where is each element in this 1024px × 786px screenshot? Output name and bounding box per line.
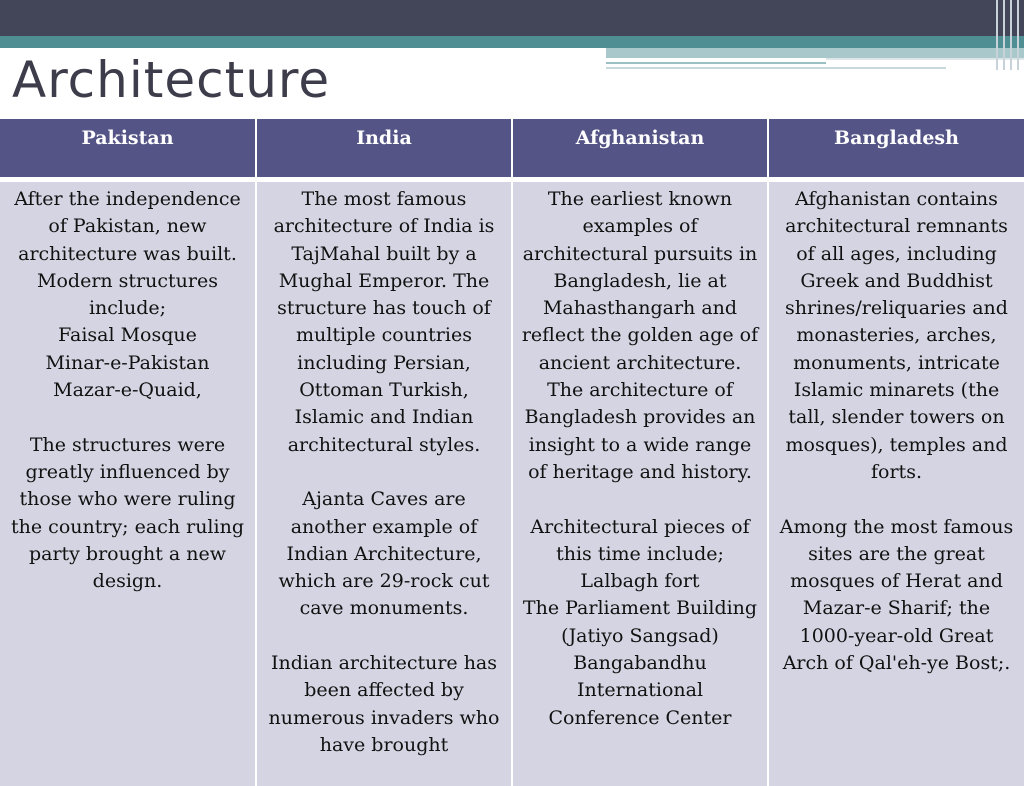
teal-decor-band	[0, 36, 1024, 48]
column-header-bangladesh: Bangladesh	[768, 119, 1024, 180]
corner-decor-line	[1010, 0, 1012, 70]
cell-pakistan: After the independence of Pakistan, new architecture was built. Modern structures include; Faisal Mosque Minar-e-Pakistan Mazar-e-Quaid, The structures were greatly influenced by those who were ruling the country; each ruling party brought a new design.	[0, 180, 256, 786]
column-header-afghanistan: Afghanistan	[512, 119, 768, 180]
cell-afghanistan: The earliest known examples of architectural pursuits in Bangladesh, lie at Mahasthangarh and reflect the golden age of ancient architecture. The architecture of Bangladesh provides an insight to a wide range of heritage and history. Architectural pieces of this time include; Lalbagh fort The Parliament Building (Jatiyo Sangsad) Bangabandhu International Conference Center	[512, 180, 768, 786]
architecture-table	[0, 119, 1024, 786]
accent-decor-block	[606, 48, 1024, 58]
column-header-india: India	[256, 119, 512, 180]
slide-title: Architecture	[12, 48, 330, 112]
table-row	[0, 180, 1024, 786]
corner-decor-line	[996, 0, 998, 70]
table-header-row	[0, 119, 1024, 180]
corner-decor-line	[1017, 0, 1019, 70]
accent-decor-line	[826, 58, 1024, 60]
accent-decor-line	[606, 62, 826, 64]
top-decor-bar	[0, 0, 1024, 36]
column-header-pakistan: Pakistan	[0, 119, 256, 180]
cell-india: The most famous architecture of India is TajMahal built by a Mughal Emperor. The structure has touch of multiple countries including Persian, Ottoman Turkish, Islamic and Indian architectural styles. Ajanta Caves are another example of Indian Architecture, which are 29-rock cut cave monuments. Indian architecture has been affected by numerous invaders who have brought	[256, 180, 512, 786]
accent-decor-line	[606, 67, 946, 69]
cell-bangladesh: Afghanistan contains architectural remnants of all ages, including Greek and Buddhist shrines/reliquaries and monasteries, arches, monuments, intricate Islamic minarets (the tall, slender towers on mosques), temples and forts. Among the most famous sites are the great mosques of Herat and Mazar-e Sharif; the 1000-year-old Great Arch of Qal'eh-ye Bost;.	[768, 180, 1024, 786]
corner-decor-line	[1003, 0, 1005, 70]
